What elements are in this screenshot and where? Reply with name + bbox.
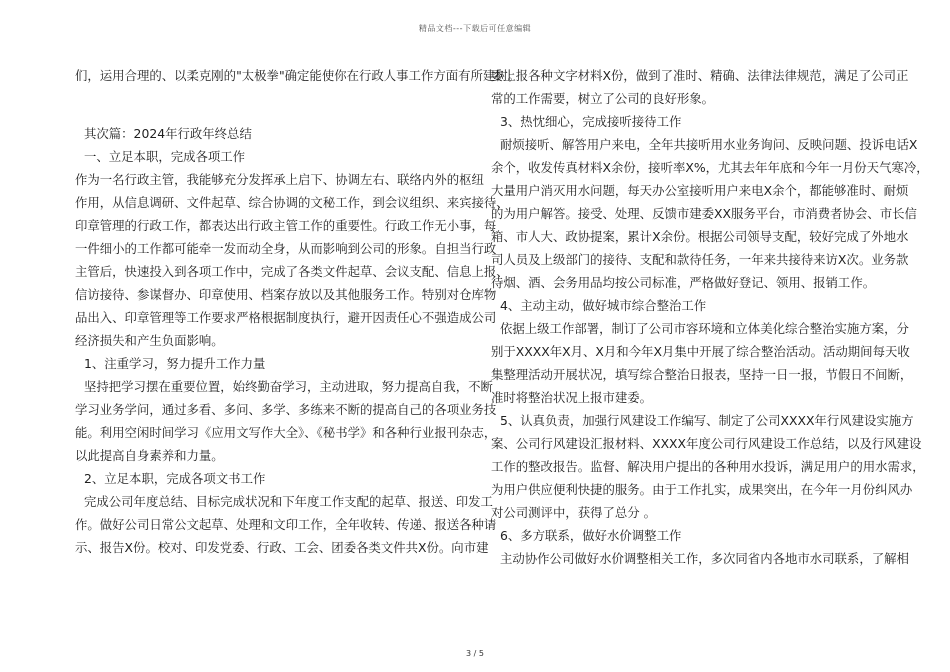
text-line: 耐烦接听、解答用户来电，全年共接听用水业务询问、反映问题、投诉电话X: [500, 137, 918, 152]
blank-line: [75, 87, 470, 110]
text-line: 学习业务学问，通过多看、多问、多学、多练来不断的提高自己的各项业务技: [75, 402, 497, 417]
text-line: 印章管理的行政工作，都表达出行政主管工作的重要性。行政工作无小事，每: [75, 218, 497, 233]
heading: 2、立足本职，完成各项文书工作: [84, 471, 266, 486]
text-line: 的为用户解答。接受、处理、反馈市建委XX服务平台，市消费者协会、市长信: [491, 206, 917, 221]
text-line: 一件细小的工作都可能牵一发而动全身，从而影响到公司的形象。自担当行政: [75, 241, 497, 256]
text-line: 品出入、印章管理等工作要求严格根据制度执行，避开因责任心不强造成公司: [75, 310, 497, 325]
text-line: 经济损失和产生负面影响。: [75, 333, 224, 348]
text-line: 主动协作公司做好水价调整相关工作，多次同省内各地市水司联系，了解相: [500, 551, 909, 566]
blank-line: [75, 110, 470, 122]
heading: 5、认真负责，加强行风建设工作编写、制定了公司XXXX年行风建设实施方: [500, 413, 914, 428]
heading: 3、热忱细心，完成接听接待工作: [500, 114, 682, 129]
text-line: 作用，从信息调研、文件起草、综合协调的文秘工作，到会议组织、来宾接待、: [75, 195, 509, 210]
text-line: 信访接待、参谋督办、印章使用、档案存放以及其他服务工作。特别对仓库物: [75, 287, 497, 302]
text-line: 作。做好公司日常公文起草、处理和文印工作，全年收转、传递、报送各种请: [75, 517, 497, 532]
text-line: 案、公司行风建设汇报材料、XXXX年度公司行风建设工作总结，以及行风建设: [491, 436, 922, 451]
right-column: [491, 64, 929, 570]
text-line: 完成公司年度总结、目标完成状况和下年度工作支配的起草、报送、印发工: [84, 494, 493, 509]
page-number: 3 / 5: [466, 649, 484, 658]
section-title: 其次篇：2024年行政年终总结: [84, 126, 252, 141]
text-line: 们，运用合理的、以柔克刚的"太极拳"确定能使你在行政人事工作方面有所建树。: [75, 68, 521, 83]
left-column: [75, 64, 521, 559]
text-line: 大量用户消灭用水问题，每天办公室接听用户来电X余个，都能够准时、耐烦: [491, 183, 909, 198]
text-line: 常的工作需要，树立了公司的良好形象。: [491, 91, 715, 106]
text-line: 主管后，快速投入到各项工作中，完成了各类文件起草、会议支配、信息上报、: [75, 264, 509, 279]
page-header: 精品文档---下载后可任意编辑: [418, 24, 532, 33]
text-line: 能。利用空闲时间学习《应用文写作大全》、《秘书学》和各种行业报刊杂志，: [75, 425, 497, 440]
text-line: 待烟、酒、会务用品均按公司标准，严格做好登记、领用、报销工作。: [491, 275, 876, 290]
text-line: 集整理活动开展状况，填写综合整治日报表，坚持一日一报，节假日不间断，: [491, 367, 913, 382]
text-line: 坚持把学习摆在重要位置，始终勤奋学习，主动进取，努力提高自我，不断: [84, 379, 493, 394]
heading: 1、注重学习，努力提升工作力量: [84, 356, 266, 371]
heading: 一、立足本职，完成各项工作: [84, 149, 246, 164]
text-line: 工作的整改报告。监督、解决用户提出的各种用水投诉，满足用户的用水需求，: [491, 459, 925, 474]
text-line: 司人员及上级部门的接待、支配和款待任务，一年来共接待来访X次。业务款: [491, 252, 909, 267]
text-line: 余个，收发传真材料X余份，接听率X%，尤其去年年底和今年一月份天气寒冷，: [491, 160, 929, 175]
text-line: 对公司测评中，获得了总分 。: [491, 505, 657, 520]
text-line: 准时将整治状况上报市建委。: [491, 390, 653, 405]
text-line: 箱、市人大、政协提案，累计X余份。根据公司领导支配，较好完成了外地水: [491, 229, 909, 244]
text-line: 示、报告X份。校对、印发党委、行政、工会、团委各类文件共X份。向市建: [75, 540, 489, 555]
text-line: 作为一名行政主管，我能够充分发挥承上启下、协调左右、联络内外的枢纽: [75, 172, 484, 187]
text-line: 以此提高自身素养和力量。: [75, 448, 224, 463]
text-line: 为用户供应便利快捷的服务。由于工作扎实，成果突出，在今年一月份纠风办: [491, 482, 913, 497]
text-line: 别于XXXX年X月、X月和今年X月集中开展了综合整治活动。活动期间每天收: [491, 344, 910, 359]
text-line: 委上报各种文字材料X份，做到了准时、精确、法律法律规范，满足了公司正: [491, 68, 909, 83]
heading: 4、主动主动，做好城市综合整治工作: [500, 298, 707, 313]
text-line: 依据上级工作部署，制订了公司市容环境和立体美化综合整治实施方案，分: [500, 321, 909, 336]
heading: 6、多方联系，做好水价调整工作: [500, 528, 682, 543]
